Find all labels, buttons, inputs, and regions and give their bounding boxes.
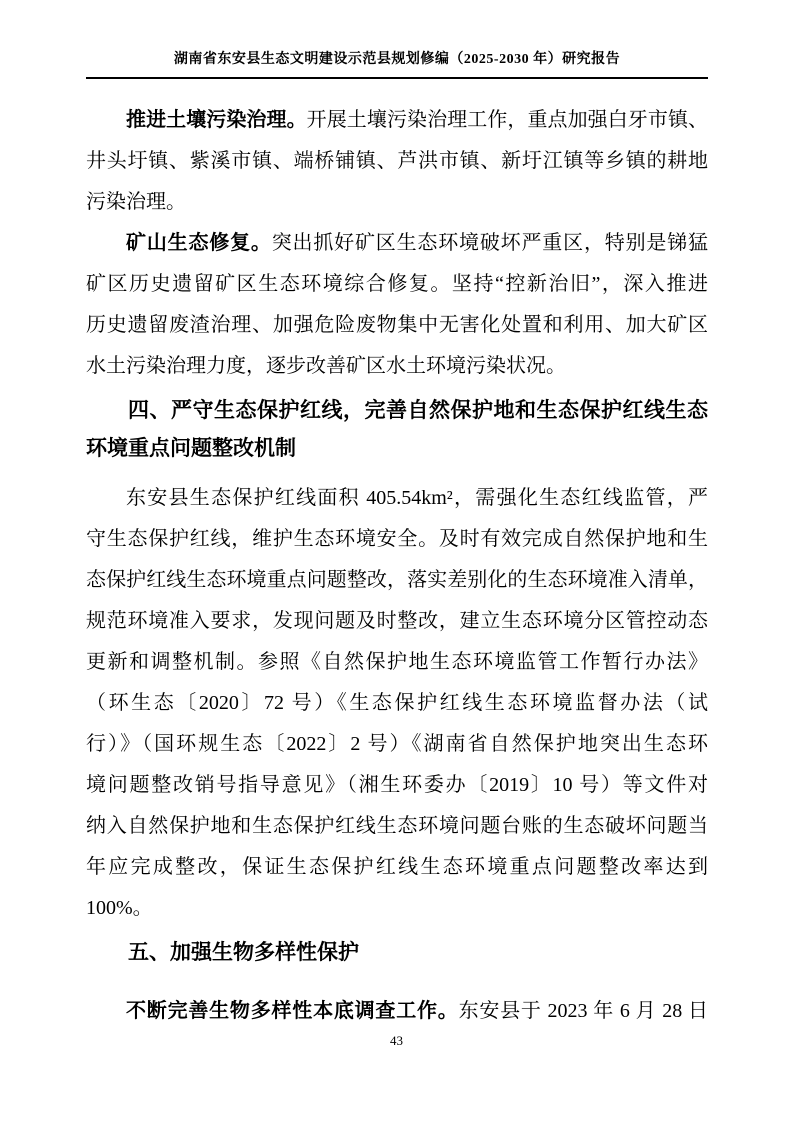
- line-text: 东安县于 2023 年 6 月 28 日: [458, 1000, 709, 1022]
- paragraph-redline-line: 规范环境准入要求，发现问题及时整改，建立生态环境分区管控动态: [86, 610, 708, 632]
- paragraph-soil-line: 井头圩镇、紫溪市镇、端桥铺镇、芦洪市镇、新圩江镇等乡镇的耕地: [86, 150, 708, 172]
- paragraph-mine-line: 矿区历史遗留矿区生态环境综合修复。坚持“控新治旧”，深入推进: [86, 273, 708, 295]
- heading-section-five: [86, 934, 708, 972]
- paragraph-soil-line: [86, 100, 708, 141]
- page-header: [86, 50, 708, 79]
- bold-lead-soil: 推进土壤污染治理。: [126, 109, 307, 131]
- line-text: 开展土壤污染治理工作，重点加强白牙市镇、: [306, 109, 709, 131]
- paragraph-mine-line: 历史遗留废渣治理、加强危险废物集中无害化处置和利用、加大矿区: [86, 314, 708, 336]
- heading-line: 环境重点问题整改机制: [86, 437, 296, 460]
- paragraph-redline-line: 态保护红线生态环境重点问题整改，落实差别化的生态环境准入清单，: [86, 569, 708, 591]
- paragraph-redline-line: 守生态保护红线，维护生态环境安全。及时有效完成自然保护地和生: [86, 528, 708, 550]
- bold-lead-biodiversity: 不断完善生物多样性本底调查工作。: [126, 1000, 459, 1022]
- paragraph-mine-line: [86, 223, 708, 264]
- bold-lead-mine: 矿山生态修复。: [126, 232, 272, 254]
- heading-line: 四、严守生态保护红线，完善自然保护地和生态保护红线生态: [128, 399, 708, 422]
- paragraph-biodiversity: [86, 991, 708, 1032]
- paragraph-redline-line: 东安县生态保护红线面积 405.54km²，需强化生态红线监管，严: [126, 487, 708, 509]
- line-text: 突出抓好矿区生态环境破坏严重区，特别是锑猛: [271, 232, 709, 254]
- header-title: 湖南省东安县生态文明建设示范县规划修编（2025-2030 年）研究报告: [173, 52, 621, 67]
- paragraph-redline-line: 更新和调整机制。参照《自然保护地生态环境监管工作暂行办法》: [86, 651, 708, 673]
- page-number: 43: [390, 1033, 403, 1048]
- paragraph-redline-line: 境问题整改销号指导意见》（湘生环委办〔2019〕10 号）等文件对: [86, 774, 708, 796]
- heading-section-four: [86, 392, 708, 468]
- paragraph-redline: [86, 478, 708, 929]
- paragraph-redline-line: 行）》（国环规生态〔2022〕2 号）《湖南省自然保护地突出生态环: [86, 733, 708, 755]
- header-rule: [86, 77, 708, 79]
- document-body: [86, 100, 708, 1032]
- paragraph-redline-line: 年应完成整改，保证生态保护红线生态环境重点问题整改率达到: [86, 856, 708, 878]
- paragraph-redline-line: 100%。: [86, 897, 153, 919]
- paragraph-redline-line: （环生态〔2020〕72 号）《生态保护红线生态环境监督办法（试: [86, 692, 708, 714]
- page-footer: [0, 1032, 793, 1050]
- paragraph-redline-line: 纳入自然保护地和生态保护红线生态环境问题台账的生态破坏问题当: [86, 815, 708, 837]
- paragraph-biodiversity-line: [86, 991, 708, 1032]
- paragraph-mine-line: 水土污染治理力度，逐步改善矿区水土环境污染状况。: [86, 355, 566, 377]
- paragraph-soil-line: 污染治理。: [86, 191, 186, 213]
- heading-line: 五、加强生物多样性保护: [128, 941, 359, 964]
